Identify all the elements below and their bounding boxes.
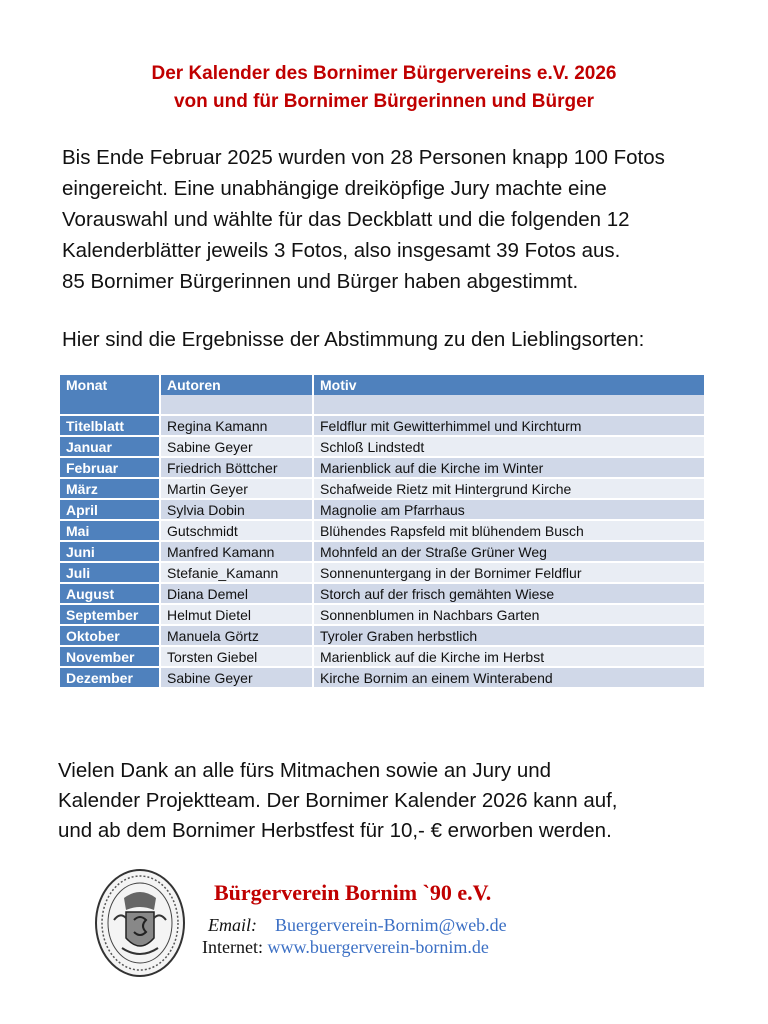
- table-cell-author: Regina Kamann: [161, 416, 314, 437]
- table-row: [60, 458, 706, 479]
- intro-paragraph: [62, 142, 752, 297]
- table-cell-author: Stefanie_Kamann: [161, 563, 314, 584]
- table-cell-month: Januar: [60, 437, 161, 458]
- table-cell-author: Torsten Giebel: [161, 647, 314, 668]
- table-cell-month: Juli: [60, 563, 161, 584]
- table-cell-author: Sabine Geyer: [161, 668, 314, 689]
- table-row: [60, 626, 706, 647]
- table-cell-month: [60, 395, 161, 416]
- thanks-line: Vielen Dank an alle fürs Mitmachen sowie an Jury und: [58, 759, 552, 782]
- table-cell-author: Gutschmidt: [161, 521, 314, 542]
- table-cell-month: Dezember: [60, 668, 161, 689]
- intro-line: eingereicht. Eine unabhängige dreiköpfige Jury machte eine: [62, 177, 607, 200]
- table-cell-motif: Storch auf der frisch gemähten Wiese: [314, 584, 706, 605]
- email-row: [202, 914, 507, 936]
- table-cell-motif: Blühendes Rapsfeld mit blühendem Busch: [314, 521, 706, 542]
- table-cell-author: Sabine Geyer: [161, 437, 314, 458]
- thanks-line: und ab dem Bornimer Herbstfest für 10,- € erworben werden.: [58, 819, 612, 842]
- table-row: [60, 521, 706, 542]
- table-cell-month: April: [60, 500, 161, 521]
- intro-line: Vorauswahl und wählte für das Deckblatt und die folgenden 12: [62, 208, 630, 231]
- table-cell-motif: Marienblick auf die Kirche im Winter: [314, 458, 706, 479]
- table-cell-month: Mai: [60, 521, 161, 542]
- table-cell-author: [161, 395, 314, 416]
- table-row: [60, 668, 706, 689]
- internet-label: Internet:: [202, 937, 263, 957]
- table-row: [60, 416, 706, 437]
- table-cell-month: März: [60, 479, 161, 500]
- table-cell-month: Oktober: [60, 626, 161, 647]
- email-link[interactable]: Buergerverein-Bornim@web.de: [275, 915, 507, 935]
- intro-line: Kalenderblätter jeweils 3 Fotos, also insgesamt 39 Fotos aus.: [62, 239, 621, 262]
- club-name: Bürgerverein Bornim `90 e.V.: [214, 880, 492, 905]
- thanks-paragraph: [58, 756, 758, 846]
- results-table: [60, 375, 706, 689]
- contact-block: [202, 914, 507, 958]
- internet-row: [202, 936, 507, 958]
- table-row-blank: [60, 395, 706, 416]
- title-line-2: von und für Bornimer Bürgerinnen und Bürger: [173, 91, 595, 112]
- table-cell-motif: Schafweide Rietz mit Hintergrund Kirche: [314, 479, 706, 500]
- table-cell-motif: Marienblick auf die Kirche im Herbst: [314, 647, 706, 668]
- table-cell-motif: Sonnenblumen in Nachbars Garten: [314, 605, 706, 626]
- table-cell-motif: Schloß Lindstedt: [314, 437, 706, 458]
- table-header-row: [60, 375, 706, 395]
- intro-line: 85 Bornimer Bürgerinnen und Bürger haben abgestimmt.: [62, 270, 579, 293]
- table-row: [60, 500, 706, 521]
- table-row: [60, 605, 706, 626]
- table-row: [60, 479, 706, 500]
- header-month: Monat: [60, 375, 161, 395]
- table-cell-author: Manuela Görtz: [161, 626, 314, 647]
- header-authors: Autoren: [161, 375, 314, 395]
- table-row: [60, 584, 706, 605]
- table-cell-month: Februar: [60, 458, 161, 479]
- intro-line: Bis Ende Februar 2025 wurden von 28 Personen knapp 100 Fotos: [62, 146, 665, 169]
- table-cell-author: Friedrich Böttcher: [161, 458, 314, 479]
- table-cell-month: Titelblatt: [60, 416, 161, 437]
- crest-seal-icon: [94, 868, 186, 978]
- table-row: [60, 437, 706, 458]
- table-row: [60, 542, 706, 563]
- table-cell-author: Manfred Kamann: [161, 542, 314, 563]
- title-line-1: Der Kalender des Bornimer Bürgervereins e.V. 2026: [151, 63, 617, 84]
- table-cell-month: November: [60, 647, 161, 668]
- email-label: Email:: [208, 915, 257, 935]
- table-row: [60, 647, 706, 668]
- table-cell-motif: Sonnenuntergang in der Bornimer Feldflur: [314, 563, 706, 584]
- thanks-line: Kalender Projektteam. Der Bornimer Kalender 2026 kann auf,: [58, 789, 618, 812]
- table-cell-month: September: [60, 605, 161, 626]
- results-intro: Hier sind die Ergebnisse der Abstimmung zu den Lieblingsorten:: [62, 328, 645, 351]
- table-cell-motif: Mohnfeld an der Straße Grüner Weg: [314, 542, 706, 563]
- table-cell-motif: Magnolie am Pfarrhaus: [314, 500, 706, 521]
- table-cell-author: Helmut Dietel: [161, 605, 314, 626]
- table-cell-author: Martin Geyer: [161, 479, 314, 500]
- table-row: [60, 563, 706, 584]
- table-cell-author: Sylvia Dobin: [161, 500, 314, 521]
- table-cell-motif: Kirche Bornim an einem Winterabend: [314, 668, 706, 689]
- table-cell-month: Juni: [60, 542, 161, 563]
- table-cell-month: August: [60, 584, 161, 605]
- document-title: [0, 60, 768, 116]
- website-link[interactable]: www.buergerverein-bornim.de: [267, 937, 489, 957]
- table-cell-motif: Feldflur mit Gewitterhimmel und Kirchturm: [314, 416, 706, 437]
- table-cell-motif: Tyroler Graben herbstlich: [314, 626, 706, 647]
- table-cell-author: Diana Demel: [161, 584, 314, 605]
- header-motif: Motiv: [314, 375, 706, 395]
- table-cell-motif: [314, 395, 706, 416]
